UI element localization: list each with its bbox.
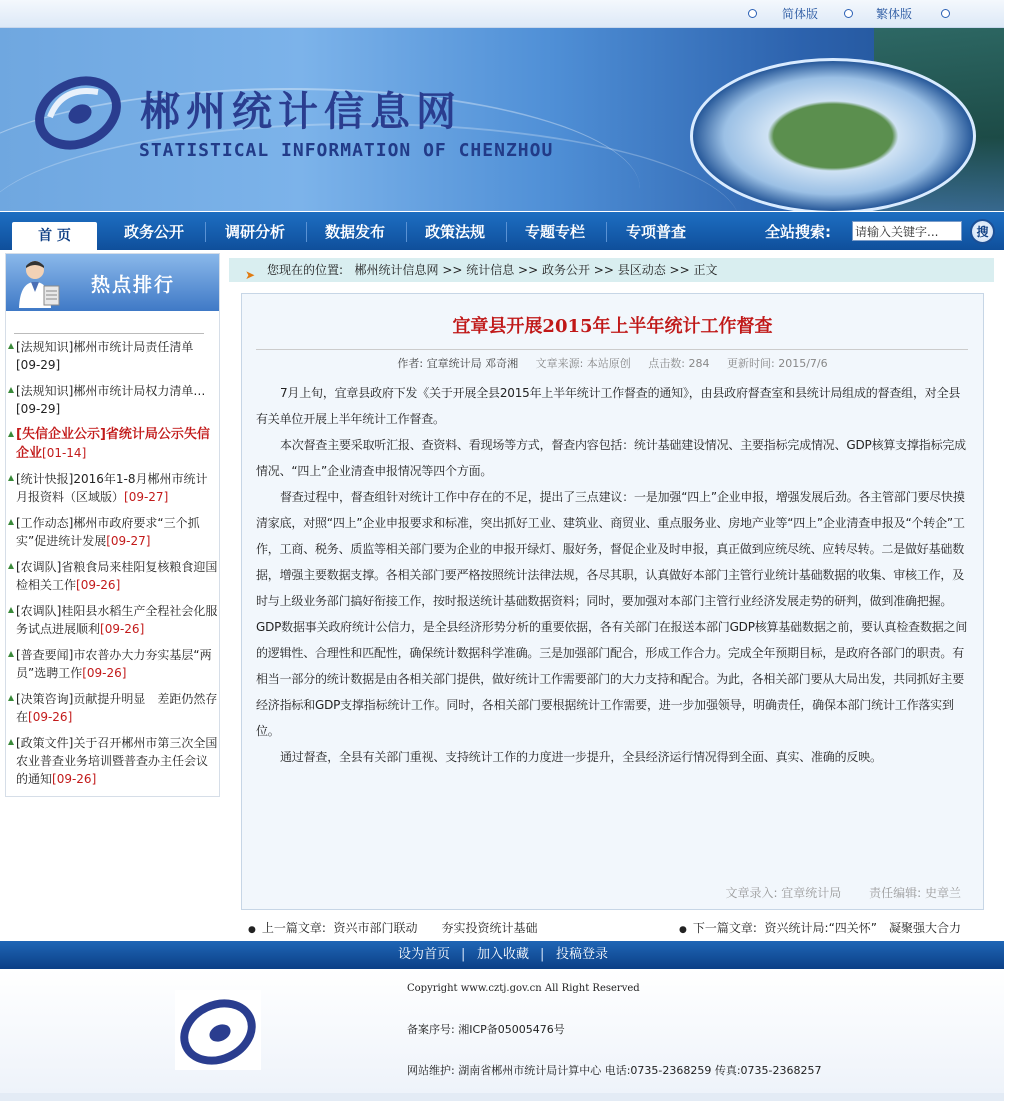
bullet-icon	[8, 519, 14, 525]
hot-ranking-panel	[5, 253, 220, 797]
list-item-date: [09-27]	[124, 490, 169, 504]
list-item-date: [09-26]	[100, 622, 145, 636]
article-paragraph: 督查过程中，督查组针对统计工作中存在的不足，提出了三点建议：一是加强“四上”企业申报，增强发展后劲。各主管部门要尽快摸清家底，对照“四上”企业申报要求和标准，突出抓好工业、建筑业、商贸业、重点服务业、房地产业等“四上”企业清查申报及“个转企”工作，工商、税务、质监等相关部门要为企业的申报开绿灯、服好务，督促企业及时申报，真正做到应统尽统、应转尽转。二是做好基础数据，增强主要数据支撑。各相关部门要严格按照统计法律法规，各尽其职，认真做好本部门主管行业统计基础数据的收集、审核工作，及时与上级业务部门搞好衔接工作，按时报送统计基础数据资料；同时，要加强对本部门主管行业经济发展走势的研判，做到准确把握。GDP数据事关政府统计公信力，是全县经济形势分析的重要依据，各有关部门在报送本部门GDP核算基础数据之前，要认真检查数据之间的逻辑性、合理性和匹配性，确保统计数据科学准确。三是加强部门配合，形成工作合力。完成全年预期目标，是政府各部门的职责。有相当一部分的统计数据是由各相关部门提供，做好统计工作需要部门的大力支持和配合。为此，各相关部门要从大局出发，共同抓好主要经济指标和GDP支撑指标统计工作。同时，各相关部门要根据统计工作需要，进一步加强领导，明确责任，确保本部门统计工作落实到位。	[256, 490, 968, 738]
list-item[interactable]	[8, 646, 218, 682]
nav-item-census[interactable]: 专项普查	[626, 223, 687, 241]
bullet-icon	[8, 387, 14, 393]
list-item-date: [09-26]	[82, 666, 127, 680]
search-button[interactable]: 搜	[970, 219, 995, 244]
list-item[interactable]	[8, 426, 218, 463]
search-label: 全站搜索:	[765, 223, 831, 241]
list-item-title[interactable]: [法规知识]郴州市统计局责任清单	[16, 340, 194, 354]
breadcrumb-path[interactable]: 郴州统计信息网 >> 统计信息 >> 政务公开 >> 县区动态 >> 正文	[354, 263, 718, 277]
bullet-icon	[8, 695, 14, 701]
nav-item-topics[interactable]: 专题专栏	[525, 223, 586, 241]
nav-separator	[606, 222, 607, 242]
article-title: 宜章县开展2015年上半年统计工作督查	[452, 316, 773, 337]
list-item-date: [09-26]	[76, 578, 121, 592]
article-footer	[701, 884, 961, 901]
bullet-icon: ●	[248, 925, 256, 935]
hot-ranking-title: 热点排行	[91, 274, 176, 296]
add-favorite-link[interactable]: 加入收藏	[477, 947, 530, 962]
arrow-icon: ➤	[245, 268, 256, 282]
bullet-icon	[844, 9, 853, 18]
bullet-icon	[8, 607, 14, 613]
person-icon	[18, 258, 60, 308]
list-item-title[interactable]: [统计快报]2016年1-8月郴州市统计月报资料（区域版）	[16, 472, 208, 504]
traditional-version-link[interactable]: 繁体版	[876, 7, 913, 21]
nav-separator	[406, 222, 407, 242]
bottom-strip	[0, 1093, 1004, 1101]
bullet-icon	[8, 431, 14, 437]
divider	[256, 349, 968, 350]
next-article-link[interactable]: 资兴统计局:“四关怀” 凝聚强大合力	[764, 921, 962, 935]
list-item-date: [01-14]	[42, 446, 87, 460]
article-paragraph: 通过督查，全县有关部门重视、支持统计工作的力度进一步提升，全县经济运行情况得到全面、真实、准确的反映。	[280, 750, 882, 764]
list-item-date: [09-29]	[16, 402, 61, 416]
article-panel	[241, 293, 984, 910]
list-item[interactable]	[8, 734, 218, 788]
nav-separator	[506, 222, 507, 242]
list-item-date: [09-26]	[28, 710, 73, 724]
list-item-date: [09-29]	[16, 358, 61, 372]
article-meta	[242, 355, 983, 371]
list-item-title[interactable]: [法规知识]郴州市统计局权力清单…	[16, 384, 206, 398]
list-item-date: [09-26]	[52, 772, 97, 786]
bullet-icon	[941, 9, 950, 18]
set-homepage-link[interactable]: 设为首页	[398, 947, 451, 962]
nav-item-research[interactable]: 调研分析	[225, 223, 286, 241]
breadcrumb-label: 您现在的位置:	[267, 263, 344, 277]
nav-separator	[306, 222, 307, 242]
copyright-text: Copyright www.cztj.gov.cn All Right Reserved	[407, 983, 640, 994]
list-item[interactable]	[8, 514, 218, 550]
simplified-version-link[interactable]: 简体版	[782, 7, 819, 21]
list-item[interactable]	[8, 338, 218, 374]
list-item[interactable]	[8, 470, 218, 506]
site-title: 郴州统计信息网	[140, 88, 462, 135]
top-bar	[0, 0, 1004, 28]
article-editor: 责任编辑: 史章兰	[869, 886, 961, 900]
breadcrumb	[229, 258, 994, 282]
nav-item-government-affairs[interactable]: 政务公开	[124, 223, 185, 241]
search-input[interactable]	[852, 221, 962, 241]
maintainer-text: 网站维护: 湖南省郴州市统计局计算中心 电话:0735-2368259 传真:0735-2368257	[407, 1064, 822, 1077]
list-item-title[interactable]: [工作动态]郴州市政府要求“三个抓实”促进统计发展	[16, 516, 200, 548]
list-item-title[interactable]: [农调队]桂阳县水稻生产全程社会化服务试点进展顺利	[16, 604, 218, 636]
footer-separator: |	[540, 947, 545, 962]
bullet-icon	[8, 343, 14, 349]
article-author: 作者: 宜章统计局 邓奇湘	[397, 357, 519, 370]
nav-item-policy[interactable]: 政策法规	[425, 223, 486, 241]
article-entry: 文章录入: 宜章统计局	[725, 886, 842, 900]
article-clicks: 点击数: 284	[648, 357, 710, 370]
list-item[interactable]	[8, 382, 218, 418]
divider	[14, 333, 204, 334]
article-updated: 更新时间: 2015/7/6	[727, 357, 828, 370]
list-item[interactable]	[8, 690, 218, 726]
previous-article	[248, 919, 538, 936]
next-article-label: 下一篇文章:	[692, 921, 757, 935]
footer-separator: |	[461, 947, 466, 962]
hot-ranking-header	[6, 254, 219, 311]
stadium-image	[690, 58, 976, 211]
nav-item-data-release[interactable]: 数据发布	[325, 223, 386, 241]
bullet-icon	[8, 651, 14, 657]
list-item[interactable]	[8, 558, 218, 594]
list-item[interactable]	[8, 602, 218, 638]
submit-login-link[interactable]: 投稿登录	[556, 947, 609, 962]
list-item-title[interactable]: [失信企业公示]省统计局公示失信企业	[16, 427, 210, 461]
nav-home[interactable]: 首 页	[12, 222, 97, 250]
previous-article-label: 上一篇文章:	[261, 921, 326, 935]
bullet-icon	[8, 739, 14, 745]
bullet-icon: ●	[679, 925, 687, 935]
article-body	[256, 380, 968, 770]
site-subtitle: STATISTICAL INFORMATION OF CHENZHOU	[139, 140, 554, 161]
nav-separator	[205, 222, 206, 242]
site-logo-icon	[32, 72, 124, 154]
list-item-title[interactable]: [政策文件]关于召开郴州市第三次全国农业普查业务培训暨普查办主任会议的通知	[16, 736, 218, 786]
bullet-icon	[748, 9, 757, 18]
article-source: 文章来源: 本站原创	[535, 357, 631, 370]
next-article	[679, 919, 961, 936]
footer-logo-icon	[175, 990, 261, 1070]
bullet-icon	[8, 475, 14, 481]
article-paragraph: 本次督查主要采取听汇报、查资料、看现场等方式，督查内容包括：统计基础建设情况、主要指标完成情况、GDP核算支撑指标完成情况、“四上”企业清查申报情况等四个方面。	[256, 438, 966, 478]
list-item-title[interactable]: [农调队]省粮食局来桂阳复核粮食迎国检相关工作	[16, 560, 218, 592]
list-item-title[interactable]: [普查要闻]市农普办大力夯实基层“两员”选聘工作	[16, 648, 212, 680]
icp-text: 备案序号: 湘ICP备05005476号	[407, 1023, 565, 1036]
list-item-date: [09-27]	[106, 534, 151, 548]
previous-article-link[interactable]: 资兴市部门联动 夯实投资统计基础	[333, 921, 538, 935]
article-paragraph: 7月上旬，宜章县政府下发《关于开展全县2015年上半年统计工作督查的通知》，由县政府督查室和县统计局组成的督查组，对全县有关单位开展上半年统计工作督查。	[256, 386, 961, 426]
bullet-icon	[8, 563, 14, 569]
list-item-title[interactable]: [决策咨询]贡献提升明显 差距仍然存在	[16, 692, 218, 724]
footer-nav	[0, 941, 1004, 969]
